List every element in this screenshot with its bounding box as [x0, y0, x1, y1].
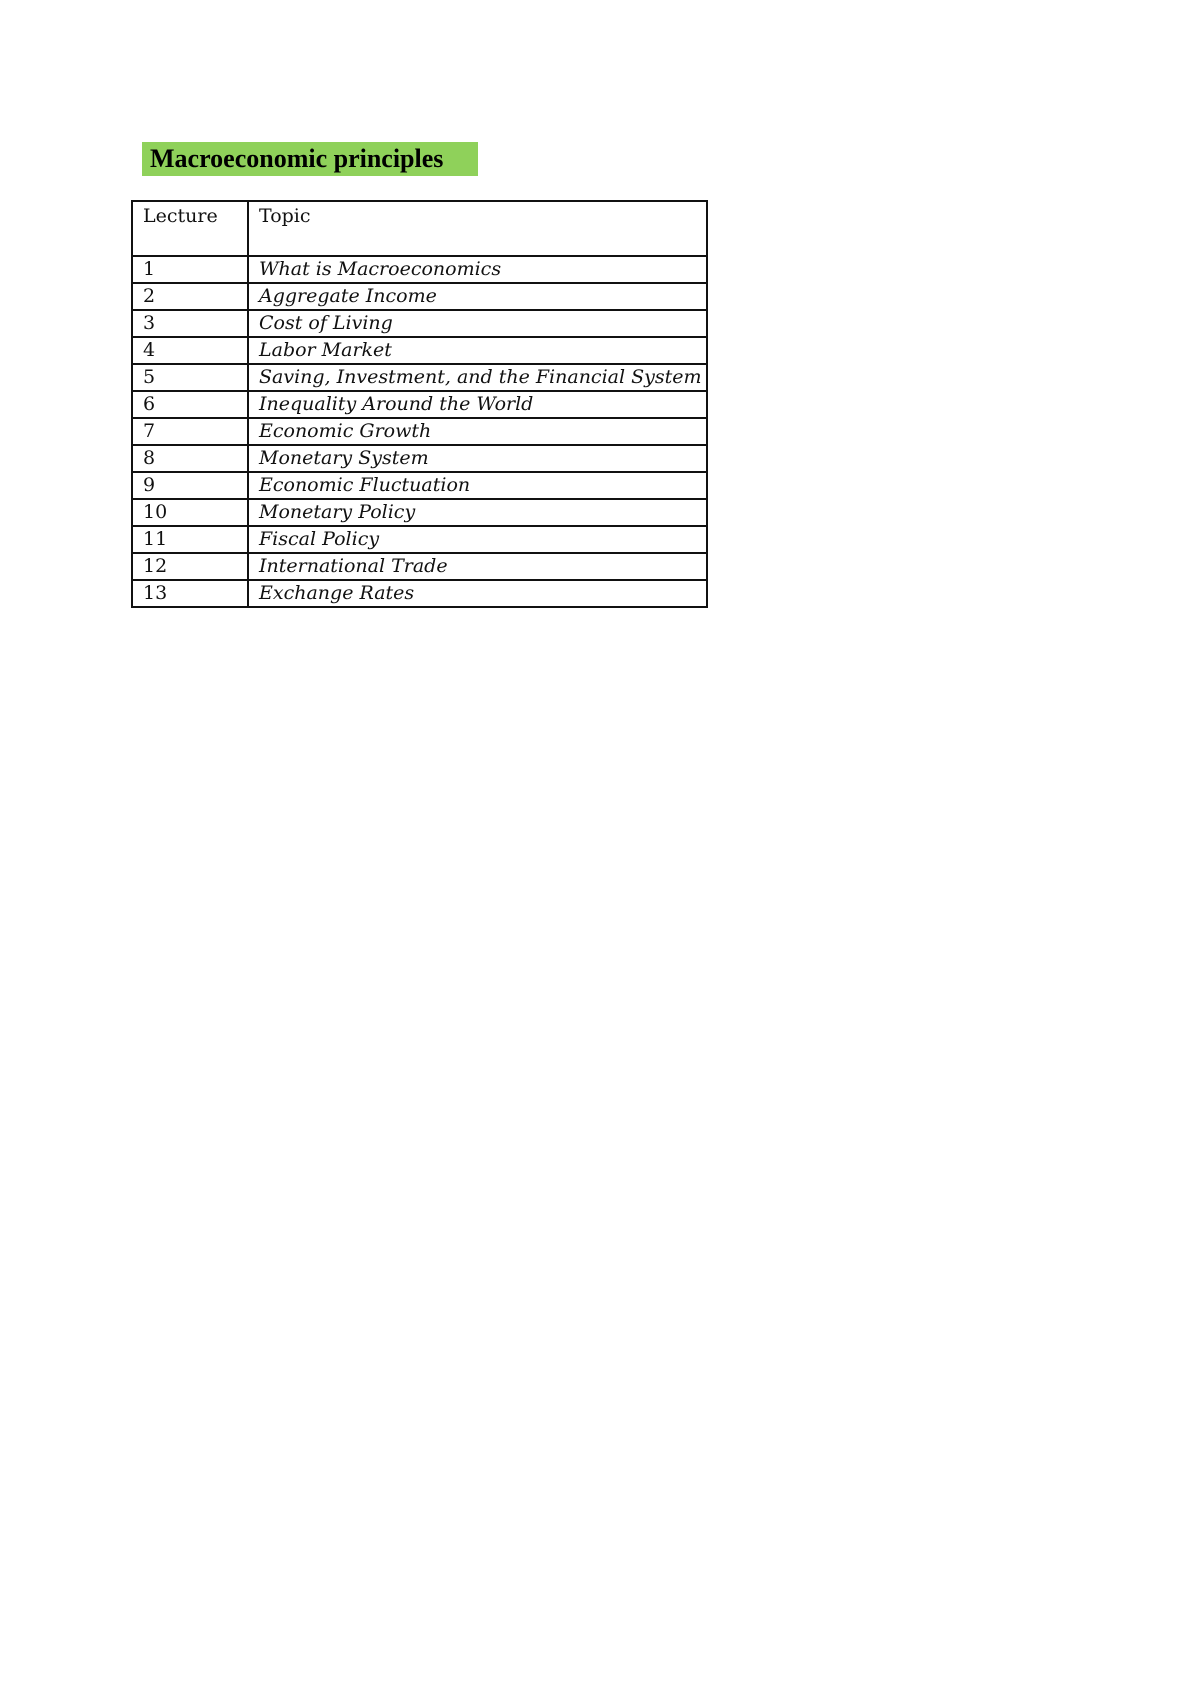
lecture-number: 10: [132, 499, 248, 526]
lecture-topic: Labor Market: [248, 337, 707, 364]
lecture-topic: Saving, Investment, and the Financial System: [248, 364, 707, 391]
lecture-topic: Monetary System: [248, 445, 707, 472]
table-row: [132, 472, 707, 499]
lecture-topic: Economic Fluctuation: [248, 472, 707, 499]
lecture-topic: Exchange Rates: [248, 580, 707, 607]
lecture-topic: International Trade: [248, 553, 707, 580]
table-row: [132, 499, 707, 526]
table-row: [132, 256, 707, 283]
page-title: Macroeconomic principles: [142, 142, 478, 176]
lecture-topic: Inequality Around the World: [248, 391, 707, 418]
lecture-topic: Fiscal Policy: [248, 526, 707, 553]
lecture-number: 12: [132, 553, 248, 580]
lecture-number: 13: [132, 580, 248, 607]
lecture-number: 6: [132, 391, 248, 418]
table-header-row: [132, 201, 707, 256]
table-row: [132, 283, 707, 310]
lecture-number: 1: [132, 256, 248, 283]
table-header: [132, 201, 707, 256]
lecture-number: 8: [132, 445, 248, 472]
lecture-topic: Monetary Policy: [248, 499, 707, 526]
table-row: [132, 364, 707, 391]
table-row: [132, 391, 707, 418]
lecture-number: 2: [132, 283, 248, 310]
table-row: [132, 526, 707, 553]
table-row: [132, 310, 707, 337]
lecture-number: 9: [132, 472, 248, 499]
table-row: [132, 418, 707, 445]
lecture-number: 7: [132, 418, 248, 445]
table-body: [132, 256, 707, 607]
lecture-number: 11: [132, 526, 248, 553]
lecture-number: 4: [132, 337, 248, 364]
lecture-topic: Aggregate Income: [248, 283, 707, 310]
table-row: [132, 445, 707, 472]
table-row: [132, 337, 707, 364]
lecture-topic: Economic Growth: [248, 418, 707, 445]
lecture-topic: Cost of Living: [248, 310, 707, 337]
lecture-topic: What is Macroeconomics: [248, 256, 707, 283]
lecture-number: 3: [132, 310, 248, 337]
table-row: [132, 553, 707, 580]
table-row: [132, 580, 707, 607]
lecture-number: 5: [132, 364, 248, 391]
lecture-schedule-table: [131, 200, 708, 608]
topic-column-header: Topic: [248, 201, 707, 256]
lecture-column-header: Lecture: [132, 201, 248, 256]
